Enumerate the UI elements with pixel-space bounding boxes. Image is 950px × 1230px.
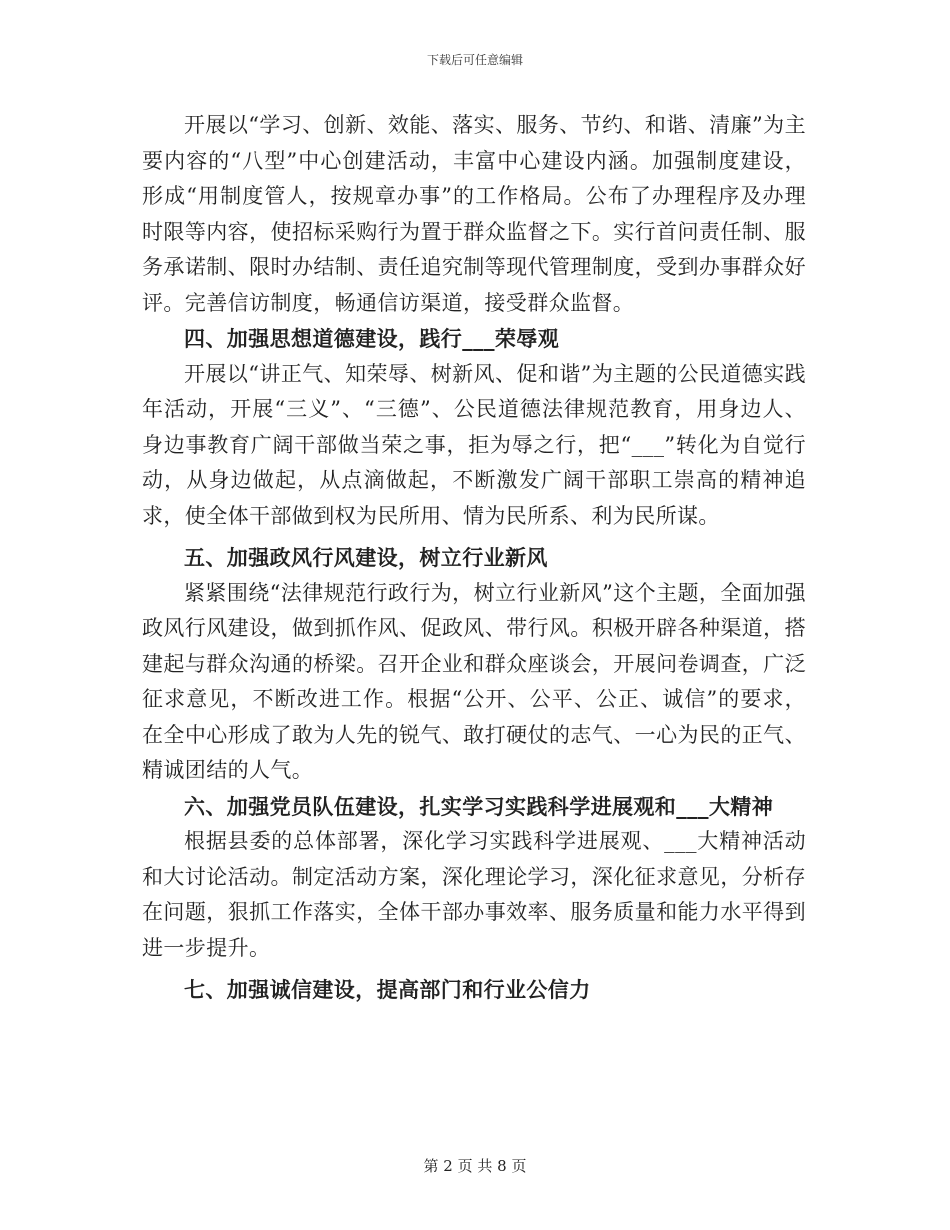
section-heading-6: 六、加强党员队伍建设，扎实学习实践科学进展观和___大精神 [184,793,774,819]
page-header: 下载后可任意编辑 [426,53,523,67]
paragraph-eight-types: 开展以“学习、创新、效能、落实、服务、节约、和谐、清廉”为主要内容的“八型”中心创建活动，丰富中心建设内涵。加强制度建设，形成“用制度管人，按规章办事”的工作格局。公布了办理程序及办理时限等内容，使招标采购行为置于群众监督之下。实行首问责任制、服务承诺制、限时办结制、责任追究制等现代管理制度，受到办事群众好评。完善信访制度，畅通信访渠道，接受群众监督。 [142,113,806,315]
paragraph-party-members: 根据县委的总体部署，深化学习实践科学进展观、___大精神活动和大讨论活动。制定活动方案，深化理论学习，深化征求意见，分析存在问题，狠抓工作落实，全体干部办事效率、服务质量和能力水平得到进一步提升。 [142,829,806,960]
section-heading-5: 五、加强政风行风建设，树立行业新风 [184,545,548,570]
paragraph-work-style: 紧紧围绕“法律规范行政行为，树立行业新风”这个主题，全面加强政风行风建设，做到抓作风、促政风、带行风。积极开辟各种渠道，搭建起与群众沟通的桥梁。召开企业和群众座谈会，开展问卷调查，广泛征求意见，不断改进工作。根据“公开、公平、公正、诚信”的要求，在全中心形成了敢为人先的锐气、敢打硬仗的志气、一心为民的正气、精诚团结的人气。 [142,580,806,782]
page-number: 第 2 页 共 8 页 [423,1157,527,1175]
paragraph-morality: 开展以“讲正气、知荣辱、树新风、促和谐”为主题的公民道德实践年活动，开展“三义”、“三德”、公民道德法律规范教育，用身边人、身边事教育广阔干部做当荣之事，拒为辱之行，把“___”转化为自觉行动，从身边做起，从点滴做起，不断激发广阔干部职工崇高的精神追求，使全体干部做到权为民所用、情为民所系、利为民所谋。 [142,361,806,528]
section-heading-7: 七、加强诚信建设，提高部门和行业公信力 [184,977,591,1002]
section-heading-4: 四、加强思想道德建设，践行___荣辱观 [184,326,560,351]
document-body [142,108,806,1008]
